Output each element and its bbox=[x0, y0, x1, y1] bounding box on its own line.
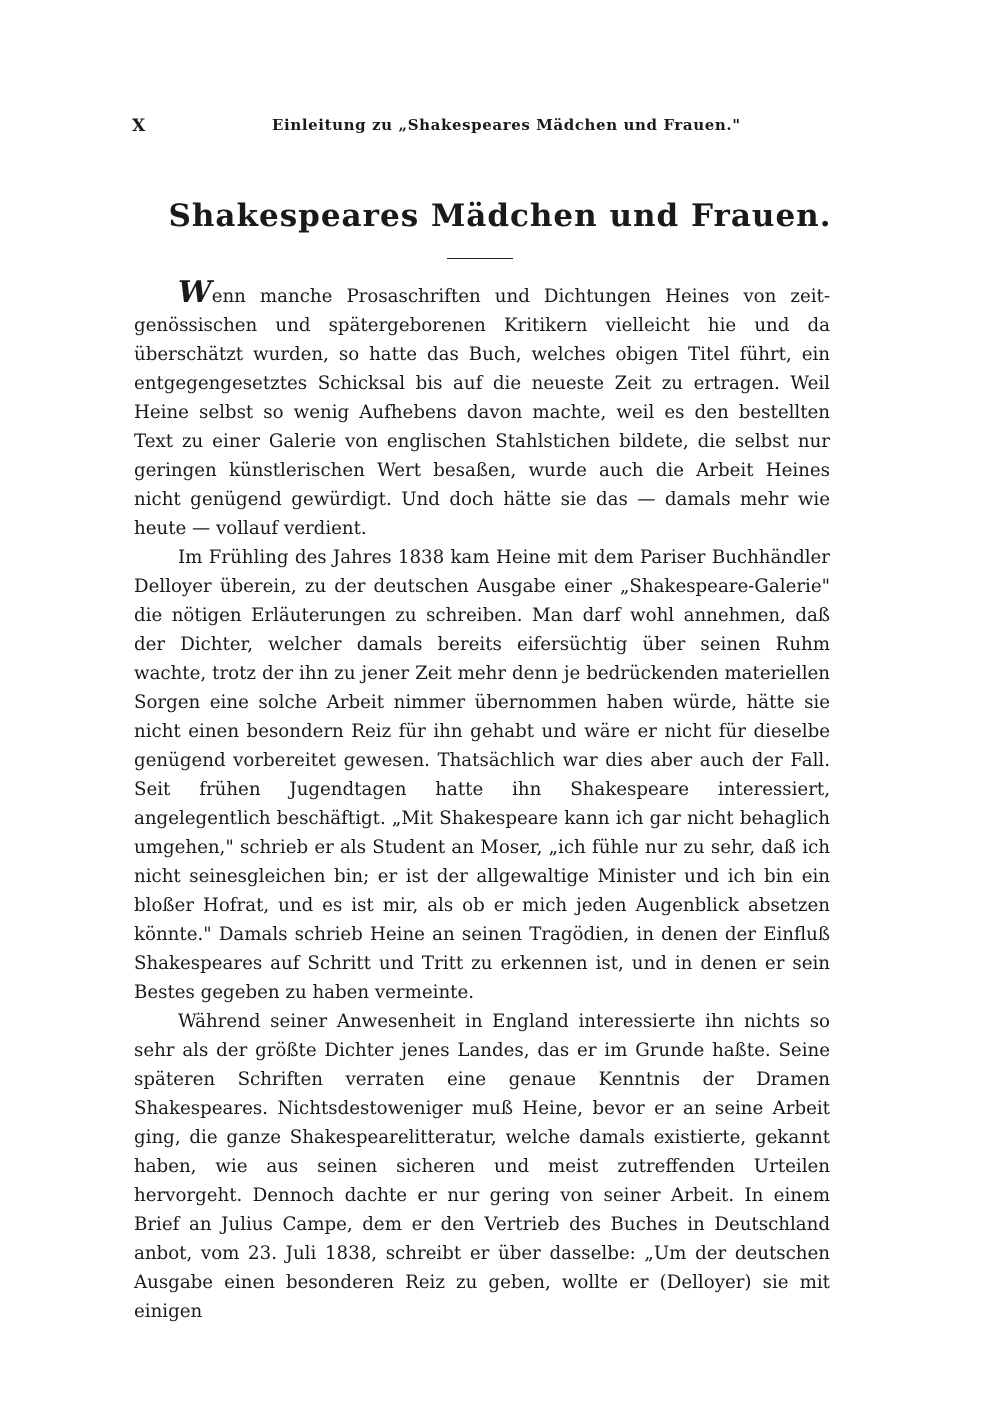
page-number: X bbox=[132, 116, 146, 136]
paragraph-3: Während seiner Anwesenheit in England interessierte ihn nichts so sehr als der größte Dichter jenes Landes, das er im Grunde haßte. Seine späteren Schriften verraten eine genaue Kenntnis der Dramen Shakespeares. Nichtsdestoweniger muß Heine, bevor er an seine Arbeit ging, die ganze Shakespearelitteratur, welche damals existierte, gekannt haben, wie aus seinen sicheren und meist zutreffenden Urteilen hervorgeht. Dennoch dachte er nur gering von seiner Arbeit. In einem Brief an Julius Campe, dem er den Vertrieb des Buches in Deutschland anbot, vom 23. Juli 1838, schreibt er über dasselbe: „Um der deutschen Ausgabe einen besonderen Reiz zu geben, wollte er (Delloyer) sie mit einigen bbox=[134, 1011, 830, 1322]
paragraph-2: Im Frühling des Jahres 1838 kam Heine mit dem Pariser Buchhändler Delloyer überein, zu der deutschen Ausgabe einer „Shakespeare-Galerie" die nötigen Erläuterungen zu schreiben. Man darf wohl annehmen, daß der Dichter, welcher damals bereits eifersüchtig über seinen Ruhm wachte, trotz der ihn zu jener Zeit mehr denn je bedrückenden materiellen Sorgen eine solche Arbeit nimmer übernommen haben würde, hätte sie nicht einen besondern Reiz für ihn gehabt und wäre er nicht für dieselbe genügend vorbereitet gewesen. Thatsächlich war dies aber auch der Fall. Seit frühen Jugendtagen hatte ihn Shakespeare interessiert, angelegentlich beschäftigt. „Mit Shakespeare kann ich gar nicht behaglich umgehen," schrieb er als Student an Moser, „ich fühle nur zu sehr, daß ich nicht seinesgleichen bin; er ist der allgewaltige Minister und ich bin ein bloßer Hofrat, und es ist mir, als ob er mich jeden Augenblick absetzen könnte." Damals schrieb Heine an seinen Tragödien, in denen der Einfluß Shakespeares auf Schritt und Tritt zu erkennen ist, und in denen er sein Bestes gegeben zu haben vermeinte. bbox=[134, 547, 830, 1003]
paragraph-1 bbox=[134, 275, 830, 543]
running-header bbox=[132, 116, 832, 140]
initial-letter: W bbox=[178, 275, 212, 310]
title-divider bbox=[447, 258, 513, 259]
chapter-title: Shakespeares Mädchen und Frauen. bbox=[168, 198, 832, 234]
running-title: Einleitung zu „Shakespeares Mädchen und Frauen." bbox=[272, 116, 741, 134]
body-text bbox=[134, 275, 830, 1326]
paragraph-1-text: enn manche Prosaschriften und Dichtungen Heines von zeitgenössischen und spätergeborenen Kritikern vielleicht hie und da überschätzt wurden, so hatte das Buch, welches obigen Titel führt, ein entgegengesetztes Schicksal bis auf die neueste Zeit zu ertragen. Weil Heine selbst so wenig Aufhebens davon machte, weil es den bestellten Text zu einer Galerie von englischen Stahlstichen bildete, die selbst nur geringen künstlerischen Wert besaßen, wurde auch die Arbeit Heines nicht genügend gewürdigt. Und doch hätte sie das — damals mehr wie heute — vollauf verdient. bbox=[134, 286, 830, 539]
